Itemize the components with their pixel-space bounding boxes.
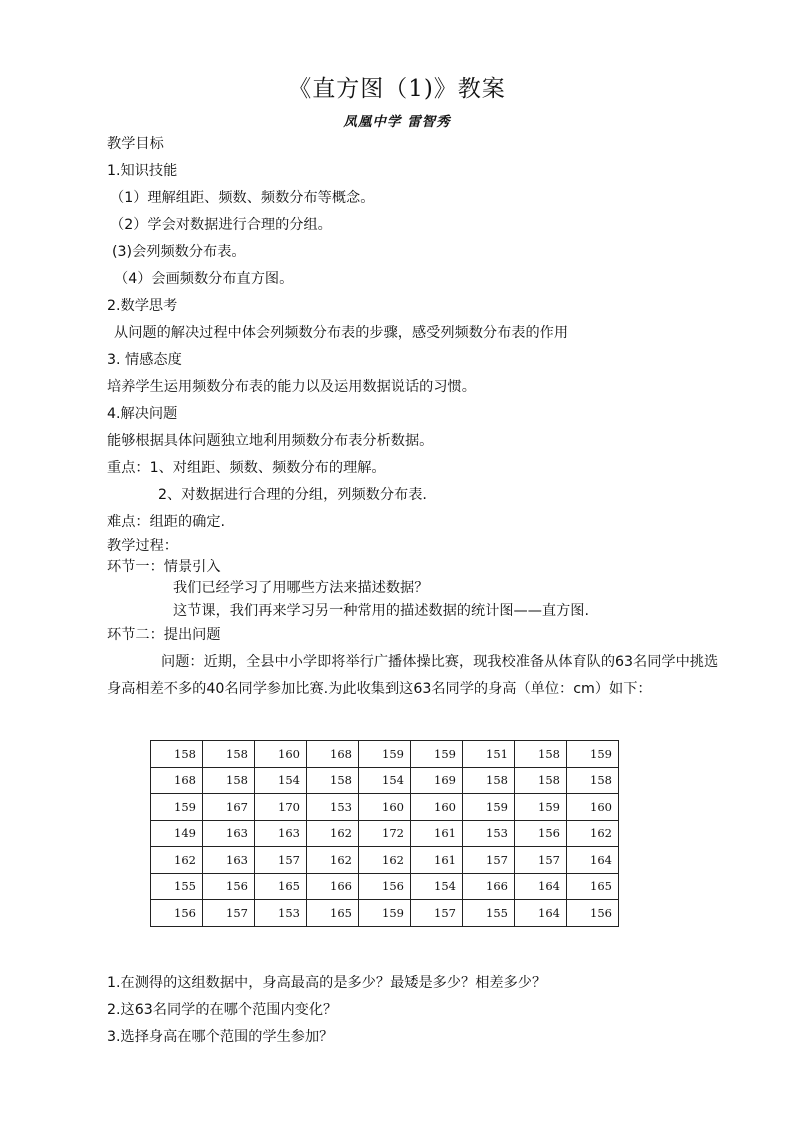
goal-item: （4）会画频数分布直方图。 <box>114 271 294 287</box>
page-title: 《直方图（1)》教案 <box>288 76 506 102</box>
table-cell: 158 <box>567 767 619 794</box>
table-cell: 159 <box>359 900 411 927</box>
body-text: 能够根据具体问题独立地利用频数分布表分析数据。 <box>107 433 434 449</box>
table-cell: 162 <box>567 820 619 847</box>
table-cell: 160 <box>255 741 307 768</box>
table-cell: 155 <box>151 873 203 900</box>
table-cell: 164 <box>515 900 567 927</box>
table-cell: 158 <box>515 767 567 794</box>
table-cell: 159 <box>151 794 203 821</box>
table-cell: 159 <box>515 794 567 821</box>
heading-problem-solving: 4.解决问题 <box>107 406 178 422</box>
table-cell: 156 <box>515 820 567 847</box>
table-cell: 159 <box>567 741 619 768</box>
heading-teaching-process: 教学过程： <box>107 538 178 554</box>
table-cell: 162 <box>307 847 359 874</box>
table-cell: 162 <box>359 847 411 874</box>
table-cell: 156 <box>359 873 411 900</box>
key-point: 2、对数据进行合理的分组，列频数分布表. <box>158 487 427 503</box>
table-row <box>151 873 619 900</box>
question-item: 2.这63名同学的在哪个范围内变化？ <box>107 1002 338 1018</box>
heading-math-thinking: 2.数学思考 <box>107 298 178 314</box>
table-cell: 157 <box>255 847 307 874</box>
heading-teaching-goals: 教学目标 <box>107 136 164 152</box>
body-text: 从问题的解决过程中体会列频数分布表的步骤，感受列频数分布表的作用 <box>114 325 569 341</box>
problem-paragraph: 问题：近期，全县中小学即将举行广播体操比赛，现我校准备从体育队的63名同学中挑选身高相差不多的40名同学参加比赛.为此收集到这63名同学的身高（单位：cm）如下： <box>107 654 719 697</box>
goal-item: （1）理解组距、频数、频数分布等概念。 <box>110 190 375 206</box>
table-cell: 156 <box>567 900 619 927</box>
table-cell: 162 <box>307 820 359 847</box>
body-text: 培养学生运用频数分布表的能力以及运用数据说话的习惯。 <box>107 379 476 395</box>
table-cell: 163 <box>255 820 307 847</box>
heading-step-one: 环节一：情景引入 <box>107 559 221 575</box>
table-cell: 163 <box>203 820 255 847</box>
table-cell: 153 <box>255 900 307 927</box>
goal-item: (3)会列频数分布表。 <box>112 244 246 260</box>
difficult-point: 难点：组距的确定. <box>107 514 226 530</box>
table-cell: 157 <box>203 900 255 927</box>
table-cell: 165 <box>307 900 359 927</box>
table-cell: 149 <box>151 820 203 847</box>
table-cell: 153 <box>307 794 359 821</box>
body-text: 这节课，我们再来学习另一种常用的描述数据的统计图——直方图. <box>173 603 589 619</box>
table-cell: 165 <box>255 873 307 900</box>
table-cell: 166 <box>307 873 359 900</box>
table-cell: 164 <box>515 873 567 900</box>
table-cell: 161 <box>411 820 463 847</box>
table-row <box>151 900 619 927</box>
table-cell: 161 <box>411 847 463 874</box>
table-cell: 157 <box>515 847 567 874</box>
question-item: 3.选择身高在哪个范围的学生参加？ <box>107 1029 334 1045</box>
table-cell: 158 <box>463 767 515 794</box>
table-cell: 153 <box>463 820 515 847</box>
author-line: 凤凰中学 雷智秀 <box>343 114 451 130</box>
body-text: 我们已经学习了用哪些方法来描述数据？ <box>173 580 429 596</box>
table-cell: 158 <box>203 741 255 768</box>
table-cell: 168 <box>151 767 203 794</box>
heading-step-two: 环节二：提出问题 <box>107 627 221 643</box>
table-cell: 172 <box>359 820 411 847</box>
key-point: 重点：1、对组距、频数、频数分布的理解。 <box>107 460 386 476</box>
table-cell: 160 <box>359 794 411 821</box>
table-cell: 154 <box>255 767 307 794</box>
table-cell: 159 <box>359 741 411 768</box>
heading-knowledge-skills: 1.知识技能 <box>107 163 178 179</box>
table-cell: 155 <box>463 900 515 927</box>
table-cell: 157 <box>463 847 515 874</box>
table-cell: 154 <box>359 767 411 794</box>
table-cell: 162 <box>151 847 203 874</box>
table-row <box>151 820 619 847</box>
table-row <box>151 741 619 768</box>
goal-item: （2）学会对数据进行合理的分组。 <box>110 217 332 233</box>
table-cell: 156 <box>151 900 203 927</box>
table-cell: 159 <box>411 741 463 768</box>
table-cell: 156 <box>203 873 255 900</box>
heading-attitude: 3. 情感态度 <box>107 352 182 368</box>
height-data-table <box>150 740 619 927</box>
table-cell: 151 <box>463 741 515 768</box>
table-cell: 160 <box>411 794 463 821</box>
table-cell: 158 <box>307 767 359 794</box>
table-cell: 160 <box>567 794 619 821</box>
table-cell: 157 <box>411 900 463 927</box>
table-cell: 159 <box>463 794 515 821</box>
table-cell: 165 <box>567 873 619 900</box>
table-cell: 163 <box>203 847 255 874</box>
table-cell: 164 <box>567 847 619 874</box>
table-row <box>151 847 619 874</box>
table-row <box>151 794 619 821</box>
table-cell: 158 <box>151 741 203 768</box>
table-cell: 154 <box>411 873 463 900</box>
table-cell: 168 <box>307 741 359 768</box>
table-cell: 166 <box>463 873 515 900</box>
table-cell: 158 <box>515 741 567 768</box>
table-cell: 158 <box>203 767 255 794</box>
question-item: 1.在测得的这组数据中，身高最高的是多少？最矮是多少？相差多少？ <box>107 975 547 991</box>
table-cell: 170 <box>255 794 307 821</box>
table-row <box>151 767 619 794</box>
table-cell: 169 <box>411 767 463 794</box>
table-cell: 167 <box>203 794 255 821</box>
